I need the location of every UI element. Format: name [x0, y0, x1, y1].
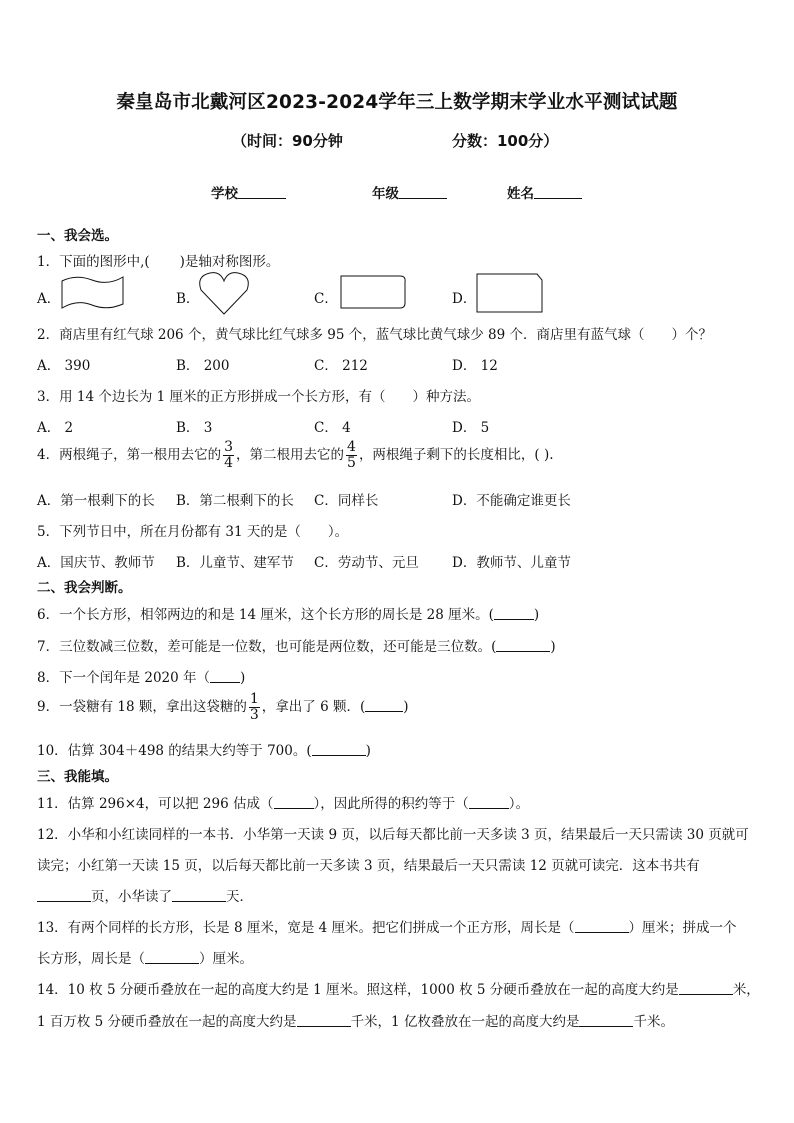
q8-close: ): [240, 670, 246, 686]
q4-stem-a: 4．两根绳子，第一根用去它的: [37, 447, 222, 463]
question-9: [37, 692, 409, 723]
answer-blank[interactable]: [210, 670, 240, 683]
q1-option-b-label[interactable]: B．: [176, 291, 200, 307]
answer-blank[interactable]: [37, 889, 91, 902]
q13-stem-a: 13．有两个同样的长方形，长是 8 厘米，宽是 4 厘米。把它们拼成一个正方形，周长是（: [37, 920, 575, 936]
q4-option-d[interactable]: D．不能确定谁更长: [452, 493, 571, 509]
heart-shape: [198, 270, 250, 316]
q6-close: ): [533, 607, 540, 623]
q14-stem-b: 米，: [732, 982, 760, 998]
question-4: [37, 440, 554, 471]
fraction-denominator: 3: [249, 707, 259, 723]
fraction-numerator: 1: [249, 691, 259, 707]
exam-score: 分数：100分）: [452, 132, 559, 150]
answer-blank[interactable]: [679, 982, 733, 995]
q7-stem: 7．三位数减三位数，差可能是一位数，也可能是两位数，还可能是三位数。(: [37, 639, 497, 655]
answer-blank[interactable]: [579, 1014, 633, 1027]
school-field: [211, 182, 286, 202]
q14-stem-e: 千米。: [633, 1014, 674, 1030]
name-label: 姓名: [507, 186, 534, 202]
q13-stem-c: 长方形，周长是（: [37, 951, 145, 967]
question-5: 5．下列节日中，所在月份都有 31 天的是（ ）。: [37, 524, 349, 540]
answer-blank[interactable]: [494, 607, 534, 620]
q1-option-a-label[interactable]: A．: [37, 291, 61, 307]
q1-option-c-label[interactable]: C．: [314, 291, 338, 307]
q2-option-d[interactable]: D． 12: [452, 358, 498, 374]
answer-blank[interactable]: [496, 639, 550, 652]
name-blank[interactable]: [534, 186, 582, 199]
fraction-one-third: [249, 692, 260, 723]
grade-field: [372, 182, 447, 202]
q1-option-d-label[interactable]: D．: [452, 291, 477, 307]
answer-blank[interactable]: [312, 743, 366, 756]
question-12-line-2: 读完；小红第一天读 15 页，以后每天都比前一天多读 3 页，结果最后一天只需读 12 页就可读完．这本书共有: [37, 858, 700, 874]
question-11: [37, 792, 529, 812]
q4-stem-c: ，两根绳子剩下的长度相比，( ).: [358, 447, 554, 463]
q3-option-b[interactable]: B． 3: [176, 420, 213, 436]
fraction-four-fifths: [346, 440, 357, 471]
section-3-title: 三、我能填。: [37, 769, 118, 785]
answer-blank[interactable]: [172, 889, 226, 902]
q14-stem-d: 千米，1 亿枚叠放在一起的高度大约是: [350, 1014, 580, 1030]
question-12-line-3: [37, 885, 253, 905]
question-13-line-1: [37, 916, 737, 936]
q13-stem-d: ）厘米。: [199, 951, 253, 967]
answer-blank[interactable]: [145, 951, 199, 964]
fraction-denominator: 5: [347, 455, 356, 471]
q4-stem-b: ，第二根用去它的: [236, 447, 345, 463]
q12-stem-c: 页，小华读了: [91, 889, 172, 905]
question-3: 3．用 14 个边长为 1 厘米的正方形拼成一个长方形，有（ ）种方法。: [37, 389, 481, 405]
section-1-title: 一、我会选。: [37, 228, 118, 244]
bulged-rectangle-shape: [338, 273, 408, 311]
question-7: [37, 635, 556, 655]
q10-close: ): [365, 743, 371, 759]
q5-option-c[interactable]: C．劳动节、元旦: [314, 555, 419, 571]
q1-stem-b: )是轴对称图形。: [179, 254, 280, 270]
fraction-denominator: 4: [224, 455, 234, 471]
q5-option-b[interactable]: B．儿童节、建军节: [176, 555, 294, 571]
school-blank[interactable]: [238, 186, 286, 199]
q9-close: ): [403, 699, 409, 715]
q3-option-c[interactable]: C． 4: [314, 420, 351, 436]
q13-stem-b: ）厘米；拼成一个: [628, 920, 737, 936]
school-label: 学校: [211, 186, 238, 202]
question-12-line-1: 12．小华和小红读同样的一本书．小华第一天读 9 页，以后每天都比前一天多读 3 页，结果最后一天只需读 30 页就可: [37, 827, 749, 843]
q4-option-c[interactable]: C．同样长: [314, 493, 379, 509]
q2-option-b[interactable]: B． 200: [176, 358, 230, 374]
question-14-line-1: [37, 978, 760, 998]
q3-option-d[interactable]: D． 5: [452, 420, 490, 436]
q14-stem-a: 14．10 枚 5 分硬币叠放在一起的高度大约是 1 厘米。照这样，1000 枚 5 分硬币叠放在一起的高度大约是: [37, 982, 679, 998]
q11-stem-c: ）。: [508, 796, 529, 812]
grade-label: 年级: [372, 186, 399, 202]
q9-stem-b: ，拿出了 6 颗．(: [261, 699, 366, 715]
fraction-numerator: 3: [224, 439, 234, 455]
question-10: [37, 739, 371, 759]
name-field: [507, 182, 582, 202]
q3-option-a[interactable]: A． 2: [37, 420, 74, 436]
question-1: [37, 250, 279, 270]
q2-option-a[interactable]: A． 390: [37, 358, 91, 374]
fraction-three-fourths: [223, 440, 234, 471]
q5-option-a[interactable]: A．国庆节、教师节: [37, 555, 155, 571]
wavy-flag-shape: [60, 272, 126, 314]
q4-option-a[interactable]: A．第一根剩下的长: [37, 493, 155, 509]
q2-option-c[interactable]: C． 212: [314, 358, 368, 374]
q9-stem-a: 9．一袋糖有 18 颗，拿出这袋糖的: [37, 699, 247, 715]
answer-blank[interactable]: [274, 796, 314, 809]
q11-stem-b: ），因此所得的积约等于（: [313, 796, 469, 812]
fraction-numerator: 4: [347, 439, 356, 455]
section-2-title: 二、我会判断。: [37, 580, 132, 596]
q11-stem-a: 11．估算 296×4，可以把 296 估成（: [37, 796, 274, 812]
answer-blank[interactable]: [575, 920, 629, 933]
grade-blank[interactable]: [399, 186, 447, 199]
answer-blank[interactable]: [365, 699, 403, 712]
question-8: [37, 666, 245, 686]
page-title: 秦皇岛市北戴河区2023-2024学年三上数学期末学业水平测试试题: [116, 92, 678, 113]
q1-stem-a: 1．下面的图形中,(: [37, 254, 150, 270]
q4-option-b[interactable]: B．第二根剩下的长: [176, 493, 294, 509]
q10-stem: 10．估算 304＋498 的结果大约等于 700。(: [37, 743, 312, 759]
question-14-line-2: [37, 1010, 674, 1030]
q7-close: ): [550, 639, 556, 655]
q12-stem-d: 天．: [226, 889, 253, 905]
question-6: [37, 603, 539, 623]
q14-stem-c: 1 百万枚 5 分硬币叠放在一起的高度大约是: [37, 1014, 297, 1030]
answer-blank[interactable]: [297, 1014, 351, 1027]
exam-time: （时间：90分钟: [232, 132, 343, 150]
q8-stem: 8．下一个闰年是 2020 年（: [37, 670, 211, 686]
question-13-line-2: [37, 947, 253, 967]
q6-stem: 6．一个长方形，相邻两边的和是 14 厘米，这个长方形的周长是 28 厘米。(: [37, 607, 494, 623]
folded-rectangle-shape: [475, 271, 545, 315]
q5-option-d[interactable]: D．教师节、儿童节: [452, 555, 571, 571]
question-2: 2．商店里有红气球 206 个，黄气球比红气球多 95 个，蓝气球比黄气球少 89 个．商店里有蓝气球（ ）个？: [37, 327, 712, 343]
answer-blank[interactable]: [469, 796, 509, 809]
